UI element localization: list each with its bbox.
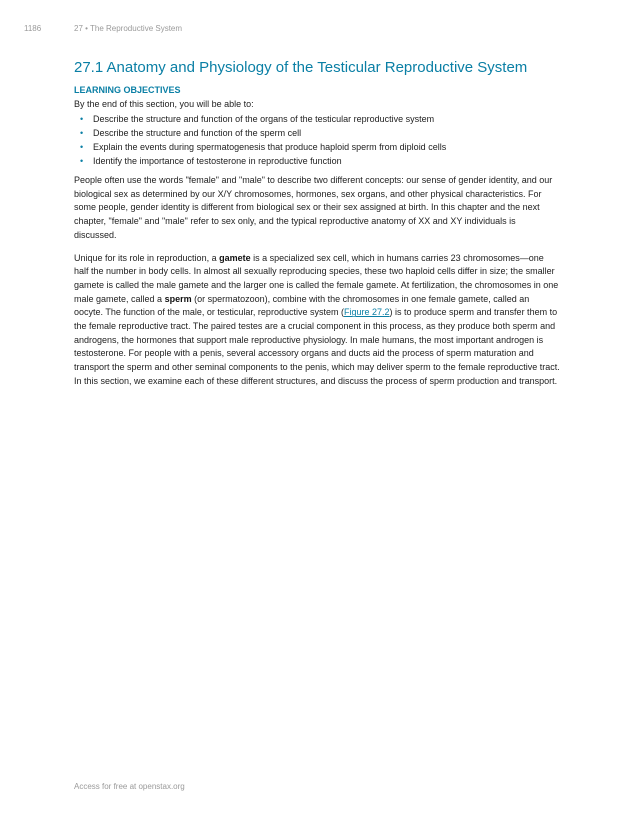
objective-item [74, 126, 560, 140]
paragraph-text: ) is to produce sperm and transfer them to the female reproductive tract. The paired testes are a crucial component in this process, as they produce both sperm and androgens, the hormones that support male reproductive physiology. In male humans, the most important androgen is testosterone. For people with a penis, several accessory organs and ducts aid the process of sperm maturation and transport the sperm and other seminal components to the penis, which may deliver sperm to the female reproductive tract. In this section, we examine each of these different structures, and discuss the process of sperm production and transport. [74, 307, 560, 386]
learning-objectives-intro: By the end of this section, you will be able to: [74, 99, 254, 109]
paragraph-text: Unique for its role in reproduction, a [74, 252, 220, 263]
objectives-list [74, 112, 560, 168]
learning-objectives [74, 84, 560, 168]
bullet-icon: • [80, 114, 84, 124]
objective-text: Identify the importance of testosterone in reproductive function [93, 156, 342, 166]
page-number: 1186 [24, 24, 42, 33]
bullet-icon: • [80, 142, 84, 152]
key-term-gamete: gamete [219, 252, 251, 263]
objective-item [74, 112, 560, 126]
learning-objectives-heading: LEARNING OBJECTIVES [74, 85, 181, 95]
objective-text: Explain the events during spermatogenesis that produce haploid sperm from diploid cells [93, 142, 447, 152]
bullet-icon: • [80, 128, 84, 138]
paragraph-gender-sex: People often use the words "female" and "male" to describe two different concepts: our sense of gender identity, and our biological sex as determined by our X/Y chromosomes, hormones, sex organs, and other physical characteristics. For some people, gender identity is different from biological sex or their sex assigned at birth. In this chapter and the next chapter, "female" and "male" refer to sex only, and the typical reproductive anatomy of XX and XY individuals is discussed. [74, 175, 553, 240]
paragraph-gamete [74, 252, 560, 389]
objective-item [74, 154, 560, 168]
page-content [74, 58, 560, 398]
paragraph-text: (or spermatozoon), combine with the chromosomes in one female gamete, called an oocyte. The function of the male, or testicular, reproductive system ( [74, 293, 530, 318]
objective-text: Describe the structure and function of the organs of the testicular reproductive system [93, 114, 435, 124]
page-footer: Access for free at openstax.org [74, 782, 185, 791]
bullet-icon: • [80, 156, 84, 166]
objective-text: Describe the structure and function of the sperm cell [93, 128, 302, 138]
objective-item [74, 140, 560, 154]
section-title: 27.1 Anatomy and Physiology of the Testicular Reproductive System [74, 59, 528, 76]
chapter-title: 27 • The Reproductive System [74, 24, 183, 33]
key-term-sperm: sperm [164, 293, 192, 304]
page-header [24, 24, 182, 33]
figure-link[interactable]: Figure 27.2 [343, 307, 390, 318]
paragraph-text: is a specialized sex cell, which in humans carries 23 chromosomes—one half the number in body cells. In almost all sexually reproducing species, these two haploid cells differ in size; the smaller gamete is called the male gamete and the larger one is called the female gamete. At fertilization, the chromosomes in one male gamete, called a [74, 252, 559, 304]
